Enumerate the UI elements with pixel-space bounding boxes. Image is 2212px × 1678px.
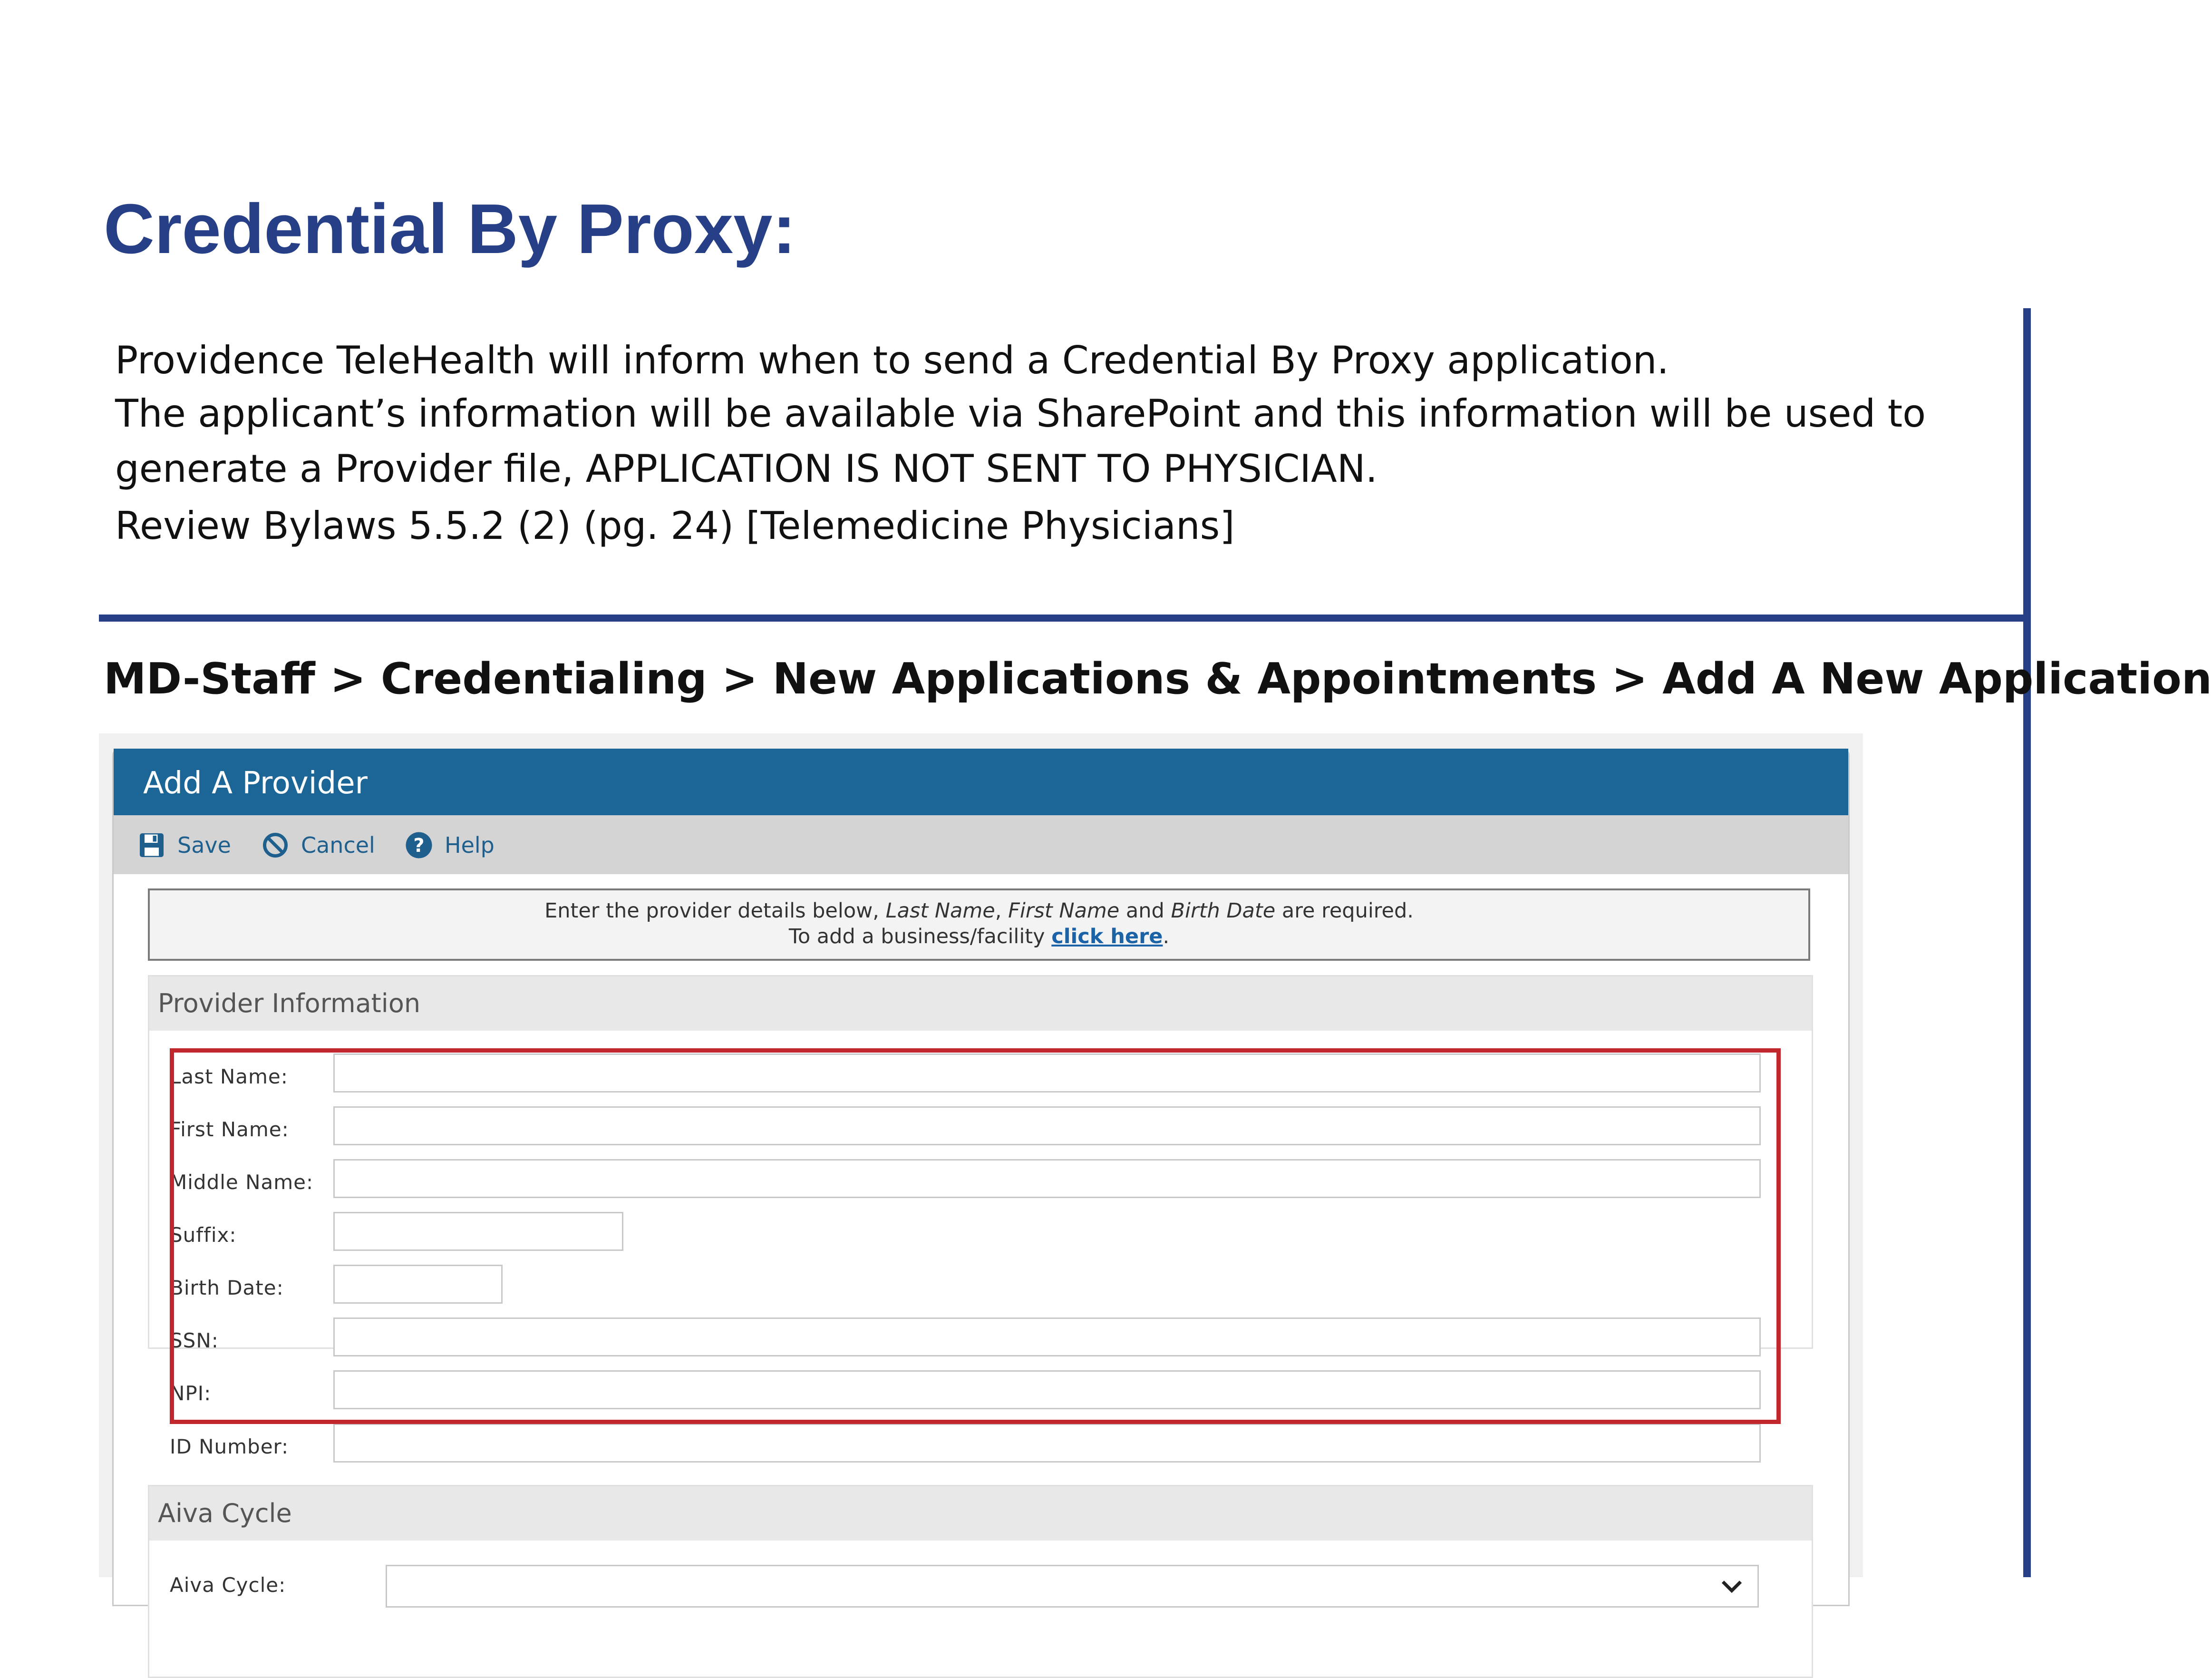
section-title: Aiva Cycle [149,1486,1812,1541]
intro-line: The applicant’s information will be available via SharePoint and this information will be used to [115,391,1926,436]
chevron-down-icon [1718,1573,1745,1600]
npi-input[interactable] [333,1370,1761,1409]
right-accent-rule [2023,308,2031,1577]
last-name-label: Last Name: [170,1065,288,1088]
panel-header [114,749,1848,815]
toolbar [114,815,1848,874]
middle-name-input[interactable] [333,1159,1761,1198]
intro-line: Review Bylaws 5.5.2 (2) (pg. 24) [Telemedicine Physicians] [115,504,1235,548]
intro-line: generate a Provider file, APPLICATION IS NOT SENT TO PHYSICIAN. [115,447,1378,491]
suffix-input[interactable] [333,1212,623,1251]
save-button[interactable] [137,829,231,862]
navigation-path: MD-Staff > Credentialing > New Applications & Appointments > Add A New Application [104,654,2212,704]
cancel-label: Cancel [301,832,375,858]
suffix-label: Suffix: [170,1223,237,1247]
notice-text: are required. [1275,899,1414,923]
help-icon [405,831,433,859]
last-name-input[interactable] [333,1054,1761,1093]
intro-line: Providence TeleHealth will inform when to send a Credential By Proxy application. [115,338,1669,382]
svg-text:?: ? [413,834,425,857]
notice-text: To add a business/facility [788,925,1052,948]
middle-name-label: Middle Name: [170,1171,314,1194]
notice-text: Enter the provider details below, [544,899,886,923]
help-button[interactable] [405,829,495,862]
aiva-cycle-label: Aiva Cycle: [170,1573,286,1597]
add-provider-panel [112,749,1850,1606]
aiva-cycle-select[interactable] [386,1565,1759,1608]
app-screenshot [99,733,1863,1597]
page-title: Credential By Proxy: [104,190,796,268]
cancel-icon [261,831,290,859]
first-name-label: First Name: [170,1118,289,1141]
section-divider [99,615,2031,622]
save-label: Save [177,832,231,858]
required-birth-date: Birth Date [1171,899,1276,923]
id-number-label: ID Number: [170,1435,289,1458]
required-last-name: Last Name [885,899,995,923]
save-icon [137,831,166,859]
cancel-button[interactable] [261,829,375,862]
required-first-name: First Name [1008,899,1120,923]
notice-text: and [1119,899,1171,923]
birth-date-input[interactable] [333,1265,503,1304]
first-name-input[interactable] [333,1106,1761,1145]
help-label: Help [445,832,495,858]
notice-text: , [995,899,1009,923]
ssn-input[interactable] [333,1317,1761,1356]
ssn-label: SSN: [170,1329,219,1352]
section-title: Provider Information [149,976,1812,1031]
instructions-notice [148,888,1810,961]
birth-date-label: Birth Date: [170,1276,284,1299]
panel-title: Add A Provider [143,766,368,801]
npi-label: NPI: [170,1382,212,1405]
notice-text: . [1163,925,1170,948]
add-facility-link[interactable]: click here [1051,925,1163,948]
id-number-input[interactable] [333,1424,1761,1463]
